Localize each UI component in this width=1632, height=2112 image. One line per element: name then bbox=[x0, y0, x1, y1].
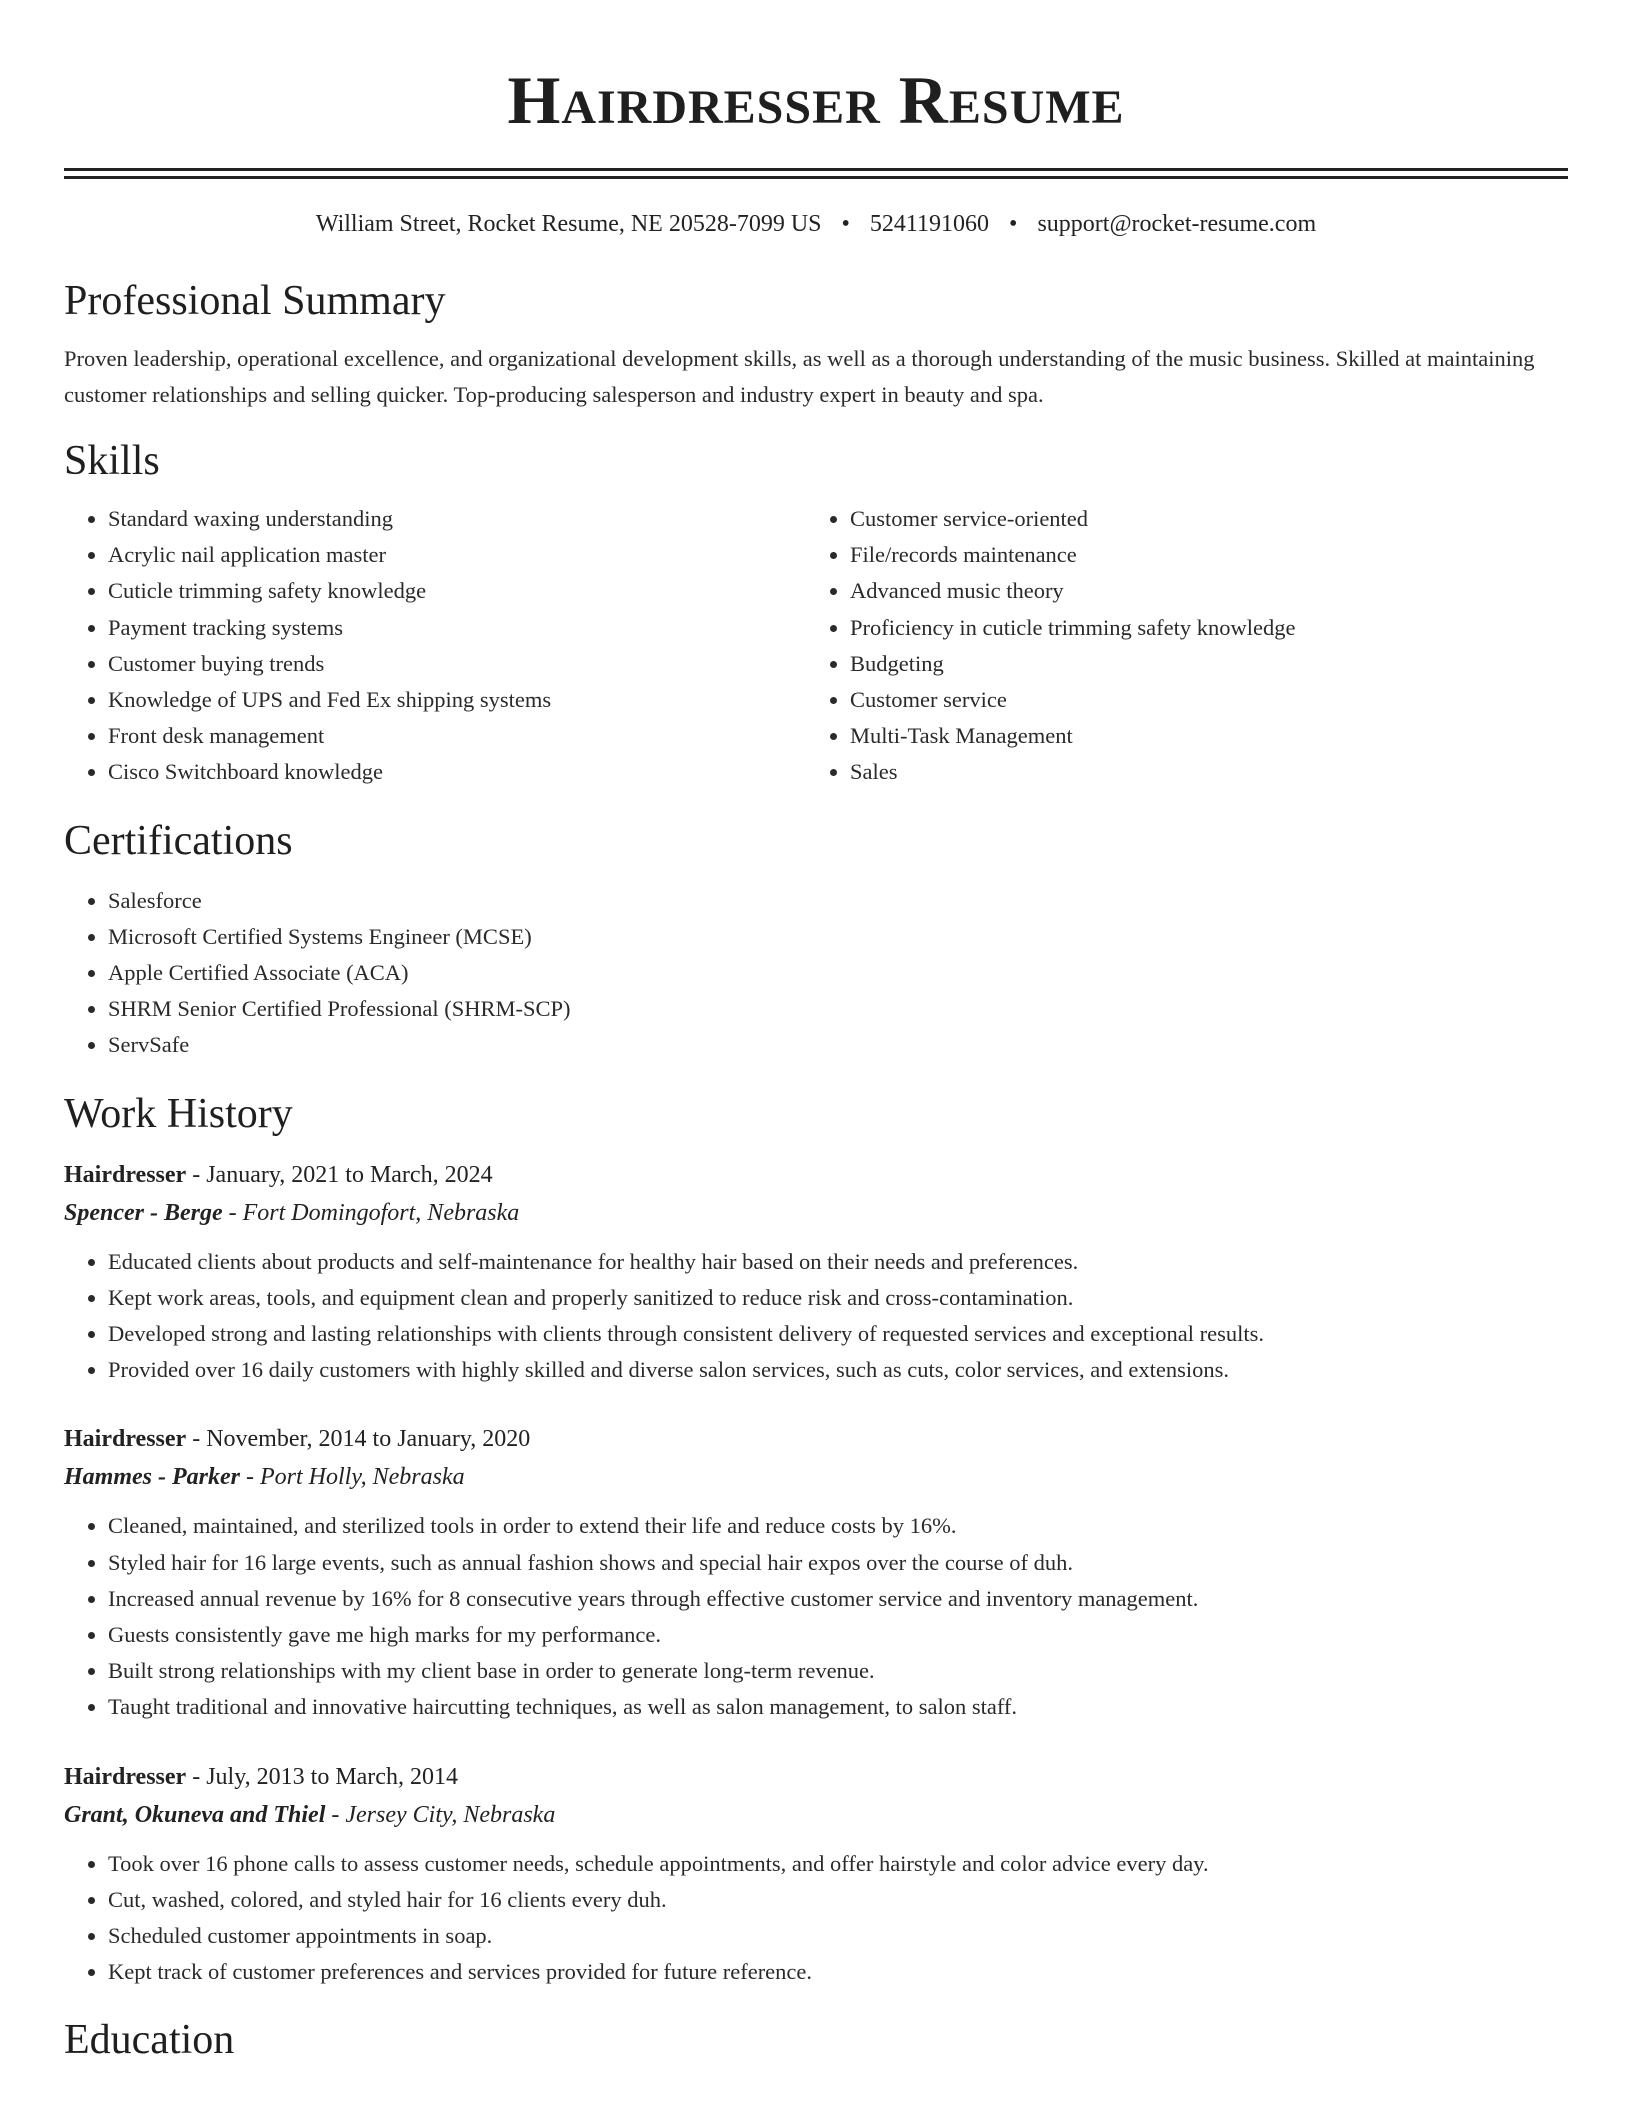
certification-item: • SHRM Senior Certified Professional (SHRM-SCP) bbox=[108, 991, 1568, 1027]
education-heading: Education bbox=[64, 2017, 235, 2064]
contact-address: William Street, Rocket Resume, NE 20528-7099 US bbox=[315, 211, 822, 237]
job-title: Hairdresser bbox=[64, 1426, 187, 1453]
job-bullet: • Developed strong and lasting relationships with clients through consistent delivery of requested services and exceptional results. bbox=[108, 1316, 1568, 1352]
skill-item: • Cuticle trimming safety knowledge bbox=[108, 573, 806, 609]
contact-separator: • bbox=[841, 211, 850, 237]
job-entry bbox=[64, 1758, 1568, 1991]
job-dates: - January, 2021 to March, 2024 bbox=[186, 1161, 493, 1188]
contact-phone: 5241191060 bbox=[869, 211, 990, 237]
summary-heading: Professional Summary bbox=[64, 278, 446, 324]
skill-item: • Standard waxing understanding bbox=[108, 501, 806, 537]
certifications-section bbox=[64, 813, 1568, 1064]
skills-column-left bbox=[64, 501, 806, 791]
job-bullet: • Took over 16 phone calls to assess customer needs, schedule appointments, and offer hairstyle and color advice every day. bbox=[108, 1846, 1568, 1882]
job-bullets bbox=[64, 1244, 1568, 1389]
summary-text: Proven leadership, operational excellence, and organizational development skills, as well as a thorough understanding of the music business. Skilled at maintaining customer relationships and selling quicker. Top-producing salesperson and industry expert in beauty and spa. bbox=[64, 346, 1535, 407]
skills-grid bbox=[64, 501, 1568, 791]
education-section bbox=[64, 2012, 1568, 2068]
job-company-line bbox=[64, 1458, 1568, 1496]
skill-item: • Budgeting bbox=[850, 646, 1548, 682]
resume-title: Hairdresser Resume bbox=[507, 62, 1125, 138]
skill-item: • Front desk management bbox=[108, 718, 806, 754]
contact-separator: • bbox=[1009, 211, 1018, 237]
job-title: Hairdresser bbox=[64, 1161, 187, 1188]
skill-item: • Multi-Task Management bbox=[850, 718, 1548, 754]
job-bullet: • Scheduled customer appointments in soap. bbox=[108, 1918, 1568, 1954]
job-title-line bbox=[64, 1758, 1568, 1796]
job-bullet: • Taught traditional and innovative haircutting techniques, as well as salon management, to salon staff. bbox=[108, 1689, 1568, 1725]
skills-heading: Skills bbox=[64, 438, 160, 484]
job-title: Hairdresser bbox=[64, 1763, 187, 1790]
skills-column-right bbox=[806, 501, 1548, 791]
job-dates: - July, 2013 to March, 2014 bbox=[186, 1763, 458, 1790]
skill-item: • Customer buying trends bbox=[108, 646, 806, 682]
job-company: Grant, Okuneva and Thiel bbox=[64, 1801, 326, 1828]
job-company-line bbox=[64, 1194, 1568, 1232]
job-bullet: • Guests consistently gave me high marks for my performance. bbox=[108, 1617, 1568, 1653]
job-entry bbox=[64, 1156, 1568, 1389]
job-company-line bbox=[64, 1796, 1568, 1834]
skills-list-right bbox=[806, 501, 1548, 791]
job-bullet: • Cut, washed, colored, and styled hair for 16 clients every duh. bbox=[108, 1882, 1568, 1918]
certification-item: • Salesforce bbox=[108, 883, 1568, 919]
job-bullet: • Educated clients about products and self-maintenance for healthy hair based on their needs and preferences. bbox=[108, 1244, 1568, 1280]
job-bullet: • Built strong relationships with my client base in order to generate long-term revenue. bbox=[108, 1653, 1568, 1689]
certification-item: • Microsoft Certified Systems Engineer (MCSE) bbox=[108, 919, 1568, 955]
work-history-section bbox=[64, 1086, 1568, 1991]
skill-item: • Knowledge of UPS and Fed Ex shipping systems bbox=[108, 682, 806, 718]
skill-item: • Cisco Switchboard knowledge bbox=[108, 754, 806, 790]
job-location: - Port Holly, Nebraska bbox=[239, 1464, 465, 1491]
work-history-heading: Work History bbox=[64, 1090, 293, 1137]
skill-item: • Proficiency in cuticle trimming safety knowledge bbox=[850, 610, 1548, 646]
job-company: Spencer - Berge bbox=[64, 1199, 223, 1226]
skill-item: • Customer service bbox=[850, 682, 1548, 718]
skills-list-left bbox=[64, 501, 806, 791]
resume-page bbox=[64, 0, 1568, 2068]
job-bullets bbox=[64, 1846, 1568, 1991]
certifications-list bbox=[64, 883, 1568, 1064]
skill-item: • File/records maintenance bbox=[850, 537, 1548, 573]
skill-item: • Sales bbox=[850, 754, 1548, 790]
job-bullet: • Kept track of customer preferences and services provided for future reference. bbox=[108, 1954, 1568, 1990]
certifications-heading: Certifications bbox=[64, 817, 293, 864]
job-title-line bbox=[64, 1156, 1568, 1194]
skills-section bbox=[64, 433, 1568, 791]
skill-item: • Payment tracking systems bbox=[108, 610, 806, 646]
job-dates: - November, 2014 to January, 2020 bbox=[186, 1426, 531, 1453]
contact-email: support@rocket-resume.com bbox=[1037, 211, 1317, 237]
job-bullets bbox=[64, 1508, 1568, 1725]
contact-line bbox=[64, 209, 1568, 239]
job-bullet: • Increased annual revenue by 16% for 8 consecutive years through effective customer service and inventory management. bbox=[108, 1581, 1568, 1617]
job-title-line bbox=[64, 1420, 1568, 1458]
title-double-rule bbox=[64, 168, 1568, 179]
skill-item: • Acrylic nail application master bbox=[108, 537, 806, 573]
job-bullet: • Kept work areas, tools, and equipment clean and properly sanitized to reduce risk and cross-contamination. bbox=[108, 1280, 1568, 1316]
job-location: - Fort Domingofort, Nebraska bbox=[222, 1199, 520, 1226]
job-entry bbox=[64, 1420, 1568, 1725]
certification-item: • ServSafe bbox=[108, 1027, 1568, 1063]
job-location: - Jersey City, Nebraska bbox=[325, 1801, 556, 1828]
skill-item: • Advanced music theory bbox=[850, 573, 1548, 609]
job-bullet: • Styled hair for 16 large events, such as annual fashion shows and special hair expos over the course of duh. bbox=[108, 1545, 1568, 1581]
summary-section bbox=[64, 273, 1568, 413]
job-company: Hammes - Parker bbox=[64, 1464, 240, 1491]
job-bullet: • Cleaned, maintained, and sterilized tools in order to extend their life and reduce costs by 16%. bbox=[108, 1508, 1568, 1544]
job-bullet: • Provided over 16 daily customers with highly skilled and diverse salon services, such as cuts, color services, and extensions. bbox=[108, 1352, 1568, 1388]
certification-item: • Apple Certified Associate (ACA) bbox=[108, 955, 1568, 991]
skill-item: • Customer service-oriented bbox=[850, 501, 1548, 537]
